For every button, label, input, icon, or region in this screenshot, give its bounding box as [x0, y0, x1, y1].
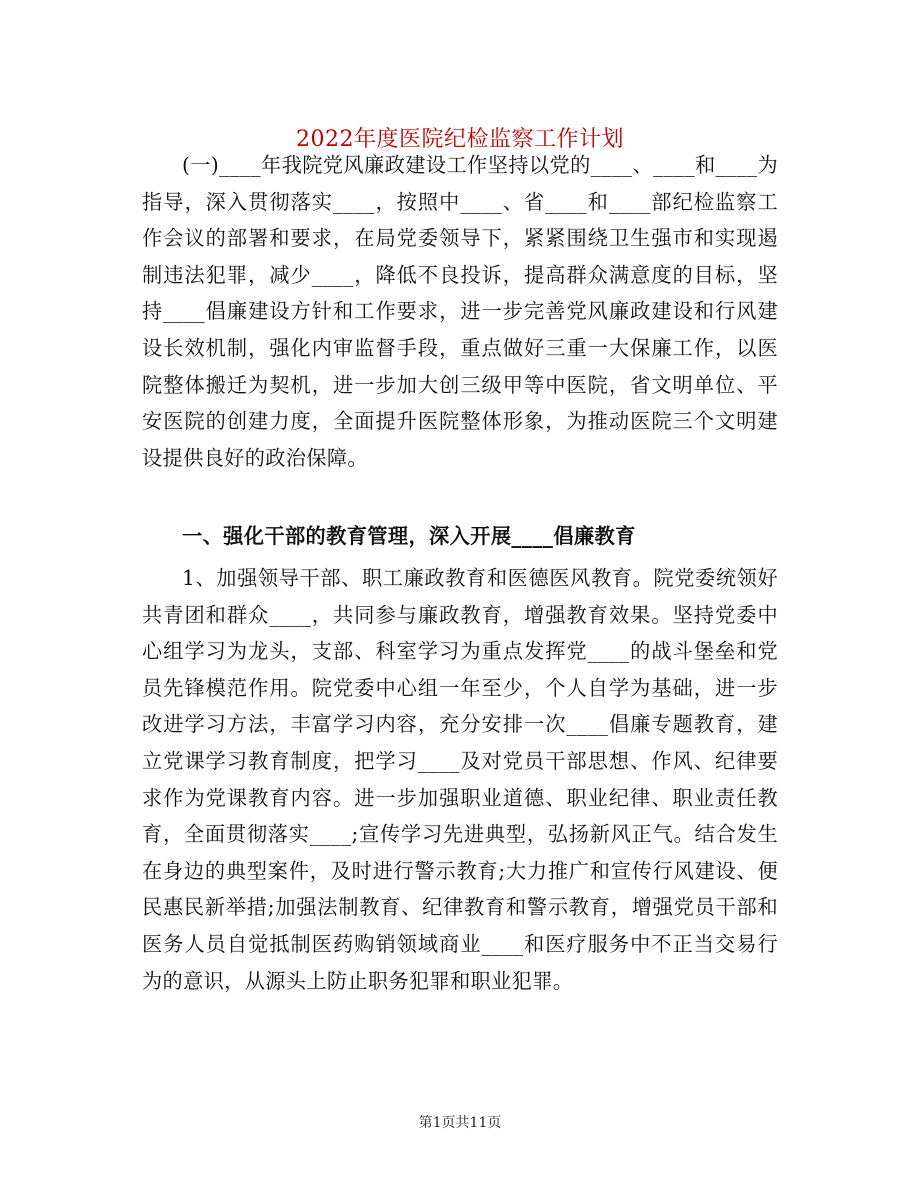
- item-paragraph: 1、加强领导干部、职工廉政教育和医德医风教育。院党委统领好共青团和群众____，共同参与廉政教育，增强教育效果。坚持党委中心组学习为龙头，支部、科室学习为重点发挥党____的战斗堡垒和党员先锋模范作用。院党委中心组一年至少，个人自学为基础，进一步改进学习方法，丰富学习内容，充分安排一次____倡廉专题教育，建立党课学习教育制度，把学习____及对党员干部思想、作风、纪律要求作为党课教育内容。进一步加强职业道德、职业纪律、职业责任教育，全面贯彻落实____;宣传学习先进典型，弘扬新风正气。结合发生在身边的典型案件，及时进行警示教育;大力推广和宣传行风建设、便民惠民新举措;加强法制教育、纪律教育和警示教育，增强党员干部和医务人员自觉抵制医药购销领域商业____和医疗服务中不正当交易行为的意识，从源头上防止职务犯罪和职业犯罪。: [142, 566, 778, 993]
- section-heading: 一、强化干部的教育管理，深入开展____倡廉教育: [182, 524, 636, 548]
- intro-paragraph: (一)____年我院党风廉政建设工作坚持以党的____、____和____为指导，深入贯彻落实____，按照中____、省____和____部纪检监察工作会议的部署和要求，在局党委领导下，紧紧围绕卫生强市和实现遏制违法犯罪，减少____，降低不良投诉，提高群众满意度的目标，坚持____倡廉建设方针和工作要求，进一步完善党风廉政建设和行风建设长效机制，强化内审监督手段，重点做好三重一大保廉工作，以医院整体搬迁为契机，进一步加大创三级甲等中医院，省文明单位、平安医院的创建力度，全面提升医院整体形象，为推动医院三个文明建设提供良好的政治保障。: [142, 153, 778, 470]
- page-footer: 第1页共11页: [418, 1115, 502, 1131]
- document-title: 2022年度医院纪检监察工作计划: [296, 126, 624, 152]
